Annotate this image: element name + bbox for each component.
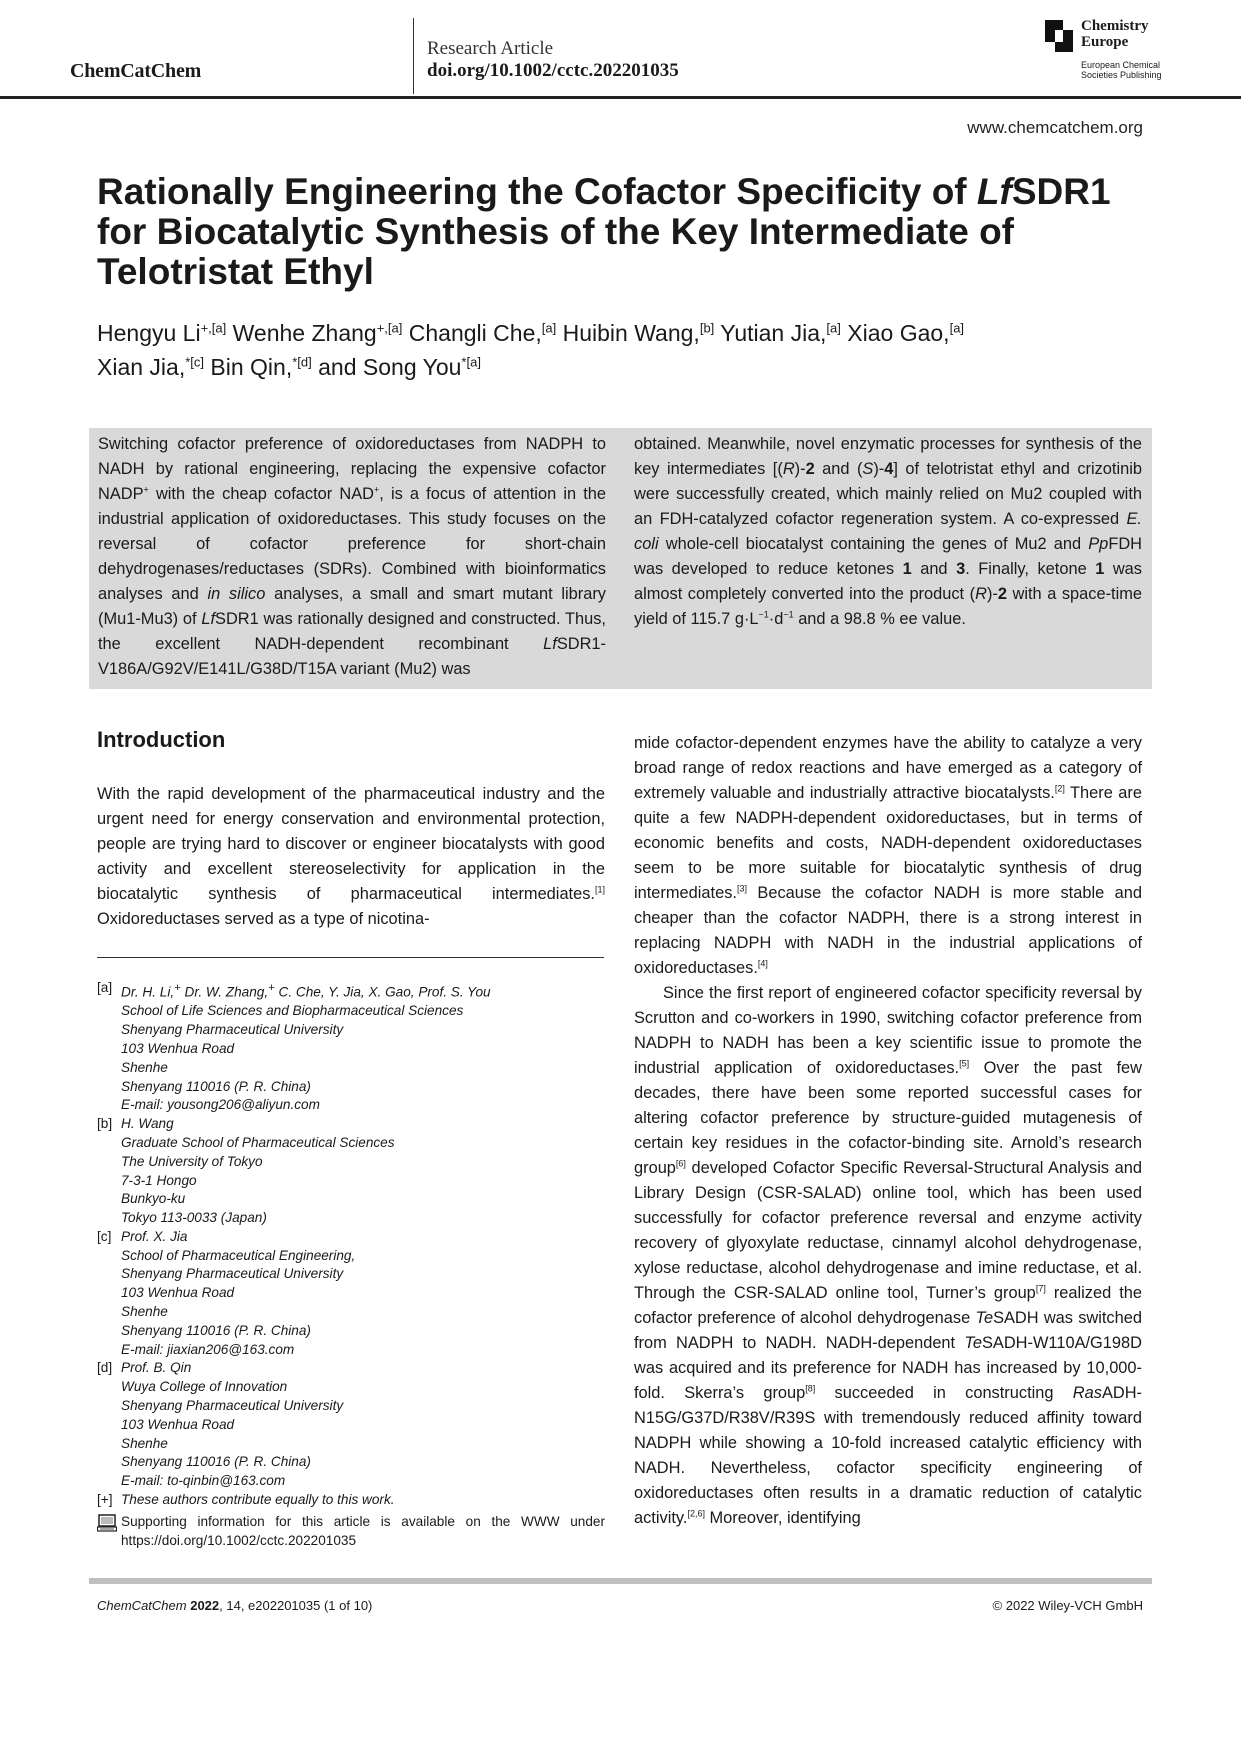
journal-website[interactable]: www.chemcatchem.org bbox=[967, 118, 1143, 137]
affiliation-c: [c] Prof. X. Jia School of Pharmaceutical Engineering, Shenyang Pharmaceutical University 103 Wenhua Road Shenhe Shenyang 110016 (P. R. China) E-mail: jiaxian206@163.com bbox=[97, 1228, 605, 1360]
abstract-left-column: Switching cofactor preference of oxidoreductases from NADPH to NADH by rational engineering, replacing the expensive cofactor NADP+ with the cheap cofactor NAD+, is a focus of attention in the industrial application of oxidoreductases. This study focuses on the reversal of cofactor preference for short-chain dehydrogenases/reductases (SDRs). Combined with bioinformatics analyses and in silico analyses, a small and smart mutant library (Mu1-Mu3) of LfSDR1 was rationally designed and constructed. Thus, the excellent NADH-dependent recombinant LfSDR1-V186A/G92V/E141L/G38D/T15A variant (Mu2) was bbox=[98, 435, 606, 678]
affiliation-footnotes bbox=[97, 979, 605, 1550]
footer-rule bbox=[89, 1578, 1152, 1584]
footer-copyright: © 2022 Wiley-VCH GmbH bbox=[992, 1598, 1143, 1613]
author: Bin Qin,$^{*[d]}$ bbox=[210, 354, 312, 380]
author: Xian Jia,$^{*[c]}$ bbox=[97, 354, 205, 380]
author: Yutian Jia,[a] bbox=[720, 320, 841, 346]
section-heading-introduction: Introduction bbox=[97, 727, 226, 752]
intro-paragraph-1-continued: mide cofactor-dependent enzymes have the ability to catalyze a very broad range of redox reactions and have emerged as a category of extremely valuable and industrially attractive biocatalysts.[2] There are quite a few NADPH-dependent oxidoreductases, but in terms of economic benefits and costs, NADH-dependent oxidoreductases seem to be more suitable for biocatalytic synthesis of drug intermediates.[3] Because the cofactor NADH is more stable and cheaper than the cofactor NADPH, there is a strong interest in replacing NADPH with NADH in the industrial applications of oxidoreductases.[4] bbox=[634, 734, 1142, 977]
email-link[interactable]: E-mail: to-qinbin@163.com bbox=[121, 1473, 286, 1489]
right-column-text bbox=[634, 731, 1142, 1531]
intro-paragraph-2: Since the first report of engineered cofactor specificity reversal by Scrutton and co-workers in 1990, switching cofactor preference from NADPH to NADH has been a key scientific issue to promote the industrial application of oxidoreductases.[5] Over the past few decades, there have been some reported successful cases for altering cofactor preference by structure-guided mutagenesis of certain key residues in the cofactor-binding site. Arnold’s research group[6] developed Cofactor Specific Reversal-Structural Analysis and Library Design (CSR-SALAD) online tool, which has been used successfully for cofactor preference reversal and enzyme activity recovery of glyoxylate reductase, cinnamyl alcohol dehydrogenase, xylose reductase, alcohol dehydrogenase and imine reductase, et al. Through the CSR-SALAD online tool, Turner’s group[7] realized the cofactor preference of alcohol dehydrogenase TeSADH was switched from NADPH to NADH. NADH-dependent TeSADH-W110A/G198D was acquired and its preference for NADH has increased by 10,000-fold. Skerra’s group[8] succeeded in constructing RasADH-N15G/G37D/R38V/R39S with tremendously reduced affinity toward NADPH while showing a 10-fold increased catalytic efficiency with NADH. Nevertheless, cofactor specificity engineering of oxidoreductases often results in a dramatic reduction of catalytic activity.[2,6] Moreover, identifying bbox=[634, 984, 1143, 1527]
footer-citation: ChemCatChem 2022, 14, e202201035 (1 of 10) bbox=[97, 1598, 373, 1613]
email-link[interactable]: E-mail: yousong206@aliyun.com bbox=[121, 1097, 320, 1113]
header-rule bbox=[0, 96, 1241, 99]
author: Changli Che,[a] bbox=[408, 320, 557, 346]
author: Huibin Wang,[b] bbox=[562, 320, 715, 346]
author: Hengyu $Li^{+,[a]}$ bbox=[97, 320, 227, 346]
equal-contribution-note: [+] These authors contribute equally to this work. bbox=[97, 1492, 395, 1508]
footnote-rule bbox=[97, 957, 604, 958]
logo-line-4: Societies Publishing bbox=[1081, 70, 1162, 80]
chemistry-europe-logo-icon bbox=[1045, 20, 1073, 52]
intro-paragraph-1: With the rapid development of the pharmaceutical industry and the urgent need for energy conservation and environmental protection, people are trying hard to discover or engineer biocatalysts with good activity and excellent stereoselectivity for application in the biocatalytic synthesis of pharmaceutical intermediates.[1] Oxidoreductases served as a type of nicotina- bbox=[97, 785, 605, 928]
author: and Song You$^{*[a]}$ bbox=[318, 354, 481, 380]
abstract-box bbox=[89, 428, 1152, 689]
header-divider bbox=[413, 18, 414, 94]
logo-line-1: Chemistry bbox=[1081, 18, 1149, 34]
affiliation-a: [a] Dr. H. Li,+ Dr. W. Zhang,+ C. Che, Y. Jia, X. Gao, Prof. S. You School of Life Sciences and Biopharmaceutical Sciences Shenyang Pharmaceutical University 103 Wenhua Road Shenhe Shenyang 110016 (P. R. China) E-mail: yousong206@aliyun.com bbox=[97, 979, 605, 1115]
doi-link[interactable]: doi.org/10.1002/cctc.202201035 bbox=[427, 60, 679, 81]
abstract-right-column: obtained. Meanwhile, novel enzymatic processes for synthesis of the key intermediates [(R)-2 and (S)-4] of telotristat ethyl and crizotinib were successfully created, which mainly relied on Mu2 coupled with an FDH-catalyzed cofactor regeneration system. A co-expressed E. coli whole-cell biocatalyst containing the genes of Mu2 and PpFDH was developed to reduce ketones 1 and 3. Finally, ketone 1 was almost completely converted into the product (R)-2 with a space-time yield of 115.7 $g\cdot L^{-1}\cdot d^{-1}$ and a 98.8 % ee value. bbox=[634, 435, 1143, 628]
logo-line-2: Europe bbox=[1081, 34, 1129, 50]
logo-line-3: European Chemical bbox=[1081, 60, 1161, 70]
journal-name: ChemCatChem bbox=[70, 60, 202, 82]
author: Xiao Gao,[a] bbox=[847, 320, 965, 346]
computer-monitor-icon bbox=[97, 1514, 117, 1532]
article-title: Rationally Engineering the Cofactor Specificity of LfSDR1 for Biocatalytic Synthesis of the Key Intermediate of Telotristat Ethyl bbox=[97, 171, 1111, 292]
author: Wenhe Zhang$^{+,[a]}$ bbox=[232, 320, 403, 346]
affiliation-d: [d] Prof. B. Qin Wuya College of Innovation Shenyang Pharmaceutical University 103 Wenhua Road Shenhe Shenyang 110016 (P. R. China) E-mail: to-qinbin@163.com bbox=[97, 1359, 605, 1491]
affiliation-b: [b] H. Wang Graduate School of Pharmaceutical Sciences The University of Tokyo 7-3-1 Hongo Bunkyo-ku Tokyo 113-0033 (Japan) bbox=[97, 1116, 395, 1226]
email-link[interactable]: E-mail: jiaxian206@163.com bbox=[121, 1341, 295, 1357]
publisher-logo bbox=[1045, 18, 1175, 84]
article-type: Research Article bbox=[427, 38, 554, 59]
author-list bbox=[97, 316, 1157, 384]
supporting-information-note: Supporting information for this article is available on the WWW under https://doi.org/10.1002/cctc.202201035 bbox=[97, 1512, 605, 1550]
